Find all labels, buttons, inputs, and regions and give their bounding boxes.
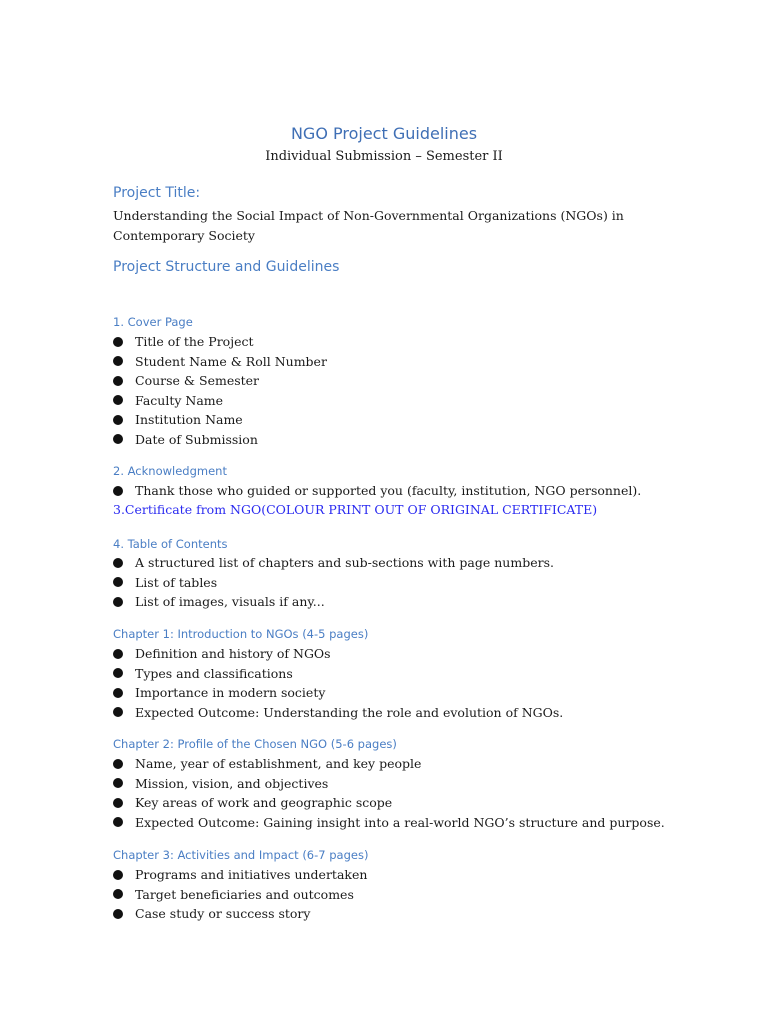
certificate-line: 3.Certificate from NGO(COLOUR PRINT OUT OF ORIGINAL CERTIFICATE) — [113, 502, 598, 517]
chapter-2-list — [113, 754, 665, 832]
list-item: List of images, visuals if any... — [113, 592, 554, 612]
bullet-icon — [113, 486, 123, 496]
list-item: List of tables — [113, 573, 554, 593]
cover-page-list — [113, 332, 327, 449]
list-item: Thank those who guided or supported you (faculty, institution, NGO personnel). — [113, 481, 641, 501]
section-heading-chapter-2: Chapter 2: Profile of the Chosen NGO (5-6 pages) — [113, 737, 397, 751]
table-of-contents-list — [113, 553, 554, 612]
list-item: A structured list of chapters and sub-sections with page numbers. — [113, 553, 554, 573]
list-item: Name, year of establishment, and key people — [113, 754, 665, 774]
chapter-3-list — [113, 865, 367, 924]
section-heading-chapter-1: Chapter 1: Introduction to NGOs (4-5 pages) — [113, 627, 369, 641]
bullet-icon — [113, 597, 123, 607]
list-item: Expected Outcome: Understanding the role and evolution of NGOs. — [113, 703, 563, 723]
bullet-icon — [113, 798, 123, 808]
bullet-icon — [113, 415, 123, 425]
section-heading-chapter-3: Chapter 3: Activities and Impact (6-7 pages) — [113, 848, 369, 862]
list-item: Faculty Name — [113, 391, 327, 411]
bullet-icon — [113, 759, 123, 769]
list-item: Expected Outcome: Gaining insight into a real-world NGO’s structure and purpose. — [113, 813, 665, 833]
section-heading-acknowledgment: 2. Acknowledgment — [113, 464, 227, 478]
document-title: NGO Project Guidelines — [290, 124, 478, 143]
bullet-icon — [113, 376, 123, 386]
bullet-icon — [113, 668, 123, 678]
chapter-1-list — [113, 644, 563, 722]
bullet-icon — [113, 337, 123, 347]
bullet-icon — [113, 434, 123, 444]
bullet-icon — [113, 778, 123, 788]
list-item: Types and classifications — [113, 664, 563, 684]
project-title-heading: Project Title: — [113, 185, 201, 201]
project-title-text: Understanding the Social Impact of Non-Governmental Organizations (NGOs) in Contemporary Society — [113, 208, 624, 243]
section-heading-table-of-contents: 4. Table of Contents — [113, 537, 228, 551]
list-item: Title of the Project — [113, 332, 327, 352]
bullet-icon — [113, 817, 123, 827]
list-item: Key areas of work and geographic scope — [113, 793, 665, 813]
structure-heading: Project Structure and Guidelines — [113, 259, 340, 275]
bullet-icon — [113, 577, 123, 587]
bullet-icon — [113, 649, 123, 659]
bullet-icon — [113, 909, 123, 919]
list-item: Definition and history of NGOs — [113, 644, 563, 664]
list-item: Case study or success story — [113, 904, 367, 924]
list-item: Target beneficiaries and outcomes — [113, 885, 367, 905]
list-item: Programs and initiatives undertaken — [113, 865, 367, 885]
bullet-icon — [113, 688, 123, 698]
bullet-icon — [113, 707, 123, 717]
list-item: Importance in modern society — [113, 683, 563, 703]
list-item: Course & Semester — [113, 371, 327, 391]
list-item: Date of Submission — [113, 430, 327, 450]
list-item: Student Name & Roll Number — [113, 352, 327, 372]
list-item: Institution Name — [113, 410, 327, 430]
bullet-icon — [113, 889, 123, 899]
document-subtitle: Individual Submission – Semester II — [265, 149, 503, 164]
list-item: Mission, vision, and objectives — [113, 774, 665, 794]
bullet-icon — [113, 395, 123, 405]
bullet-icon — [113, 870, 123, 880]
acknowledgment-list — [113, 481, 641, 501]
bullet-icon — [113, 356, 123, 366]
section-heading-cover-page: 1. Cover Page — [113, 315, 193, 329]
bullet-icon — [113, 558, 123, 568]
